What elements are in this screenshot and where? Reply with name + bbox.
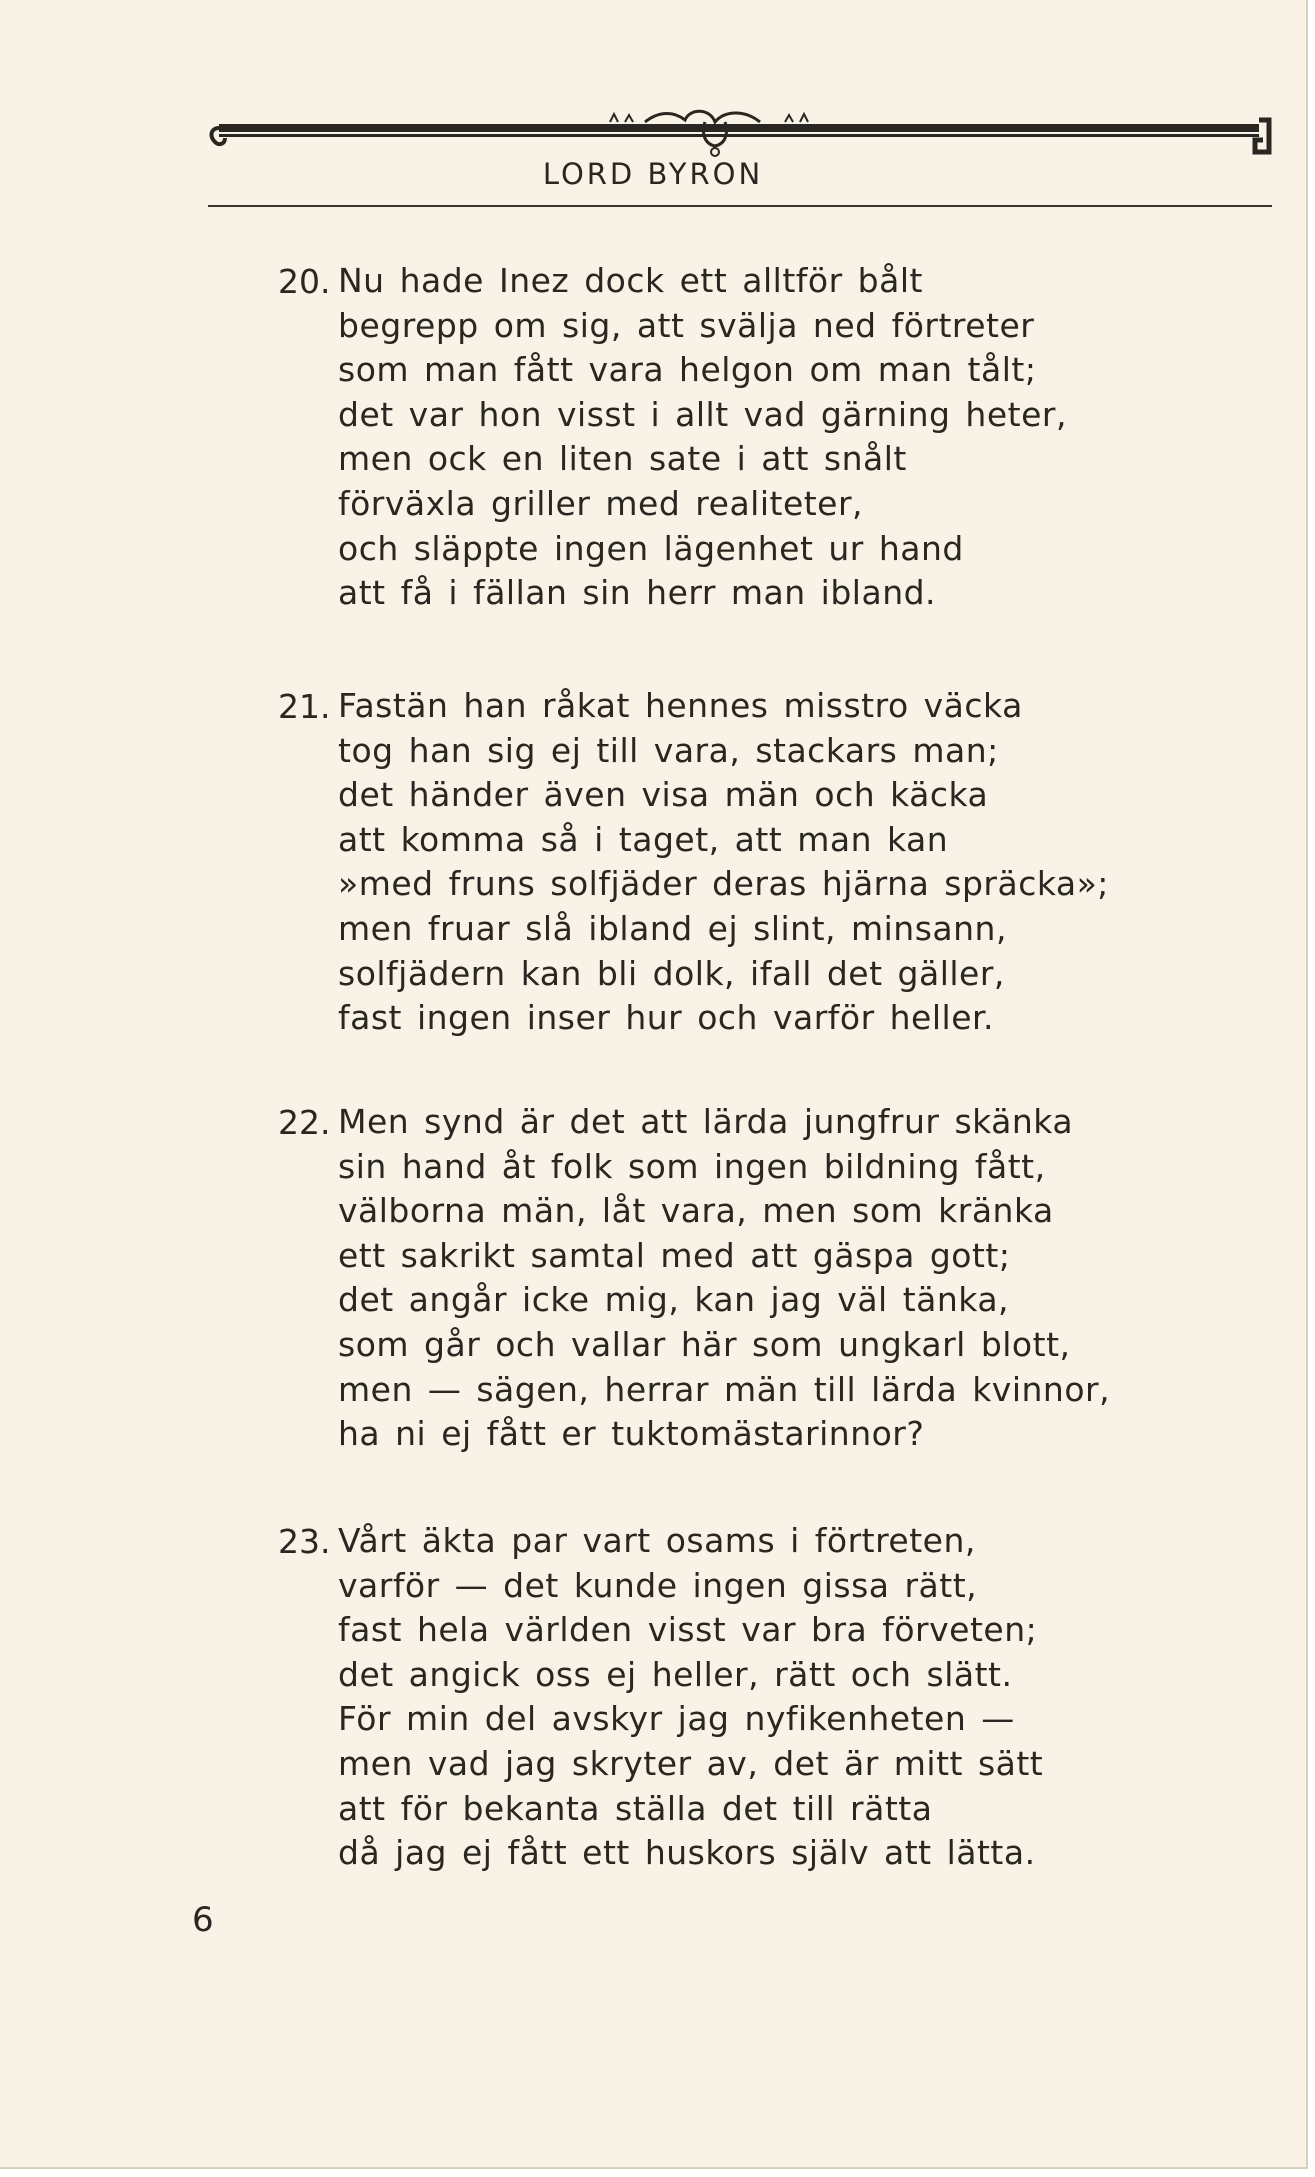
verse-line: att för bekanta ställa det till rätta	[338, 1788, 933, 1828]
verse-line: men ock en liten sate i att snålt	[338, 439, 907, 479]
stanza-lines	[338, 684, 1109, 1041]
stanza-number: 22.	[278, 1103, 331, 1142]
stanza-lines	[338, 1100, 1110, 1457]
stanza-lines	[338, 259, 1067, 616]
decorative-header-ornament	[205, 100, 1275, 164]
verse-line: Nu hade Inez dock ett alltför bålt	[338, 261, 923, 300]
verse-line: Men synd är det att lärda jungfrur skänka	[338, 1102, 1074, 1141]
verse-line: förväxla griller med realiteter,	[338, 483, 864, 523]
stanza-number: 21.	[278, 687, 331, 726]
verse-line: men fruar slå ibland ej slint, minsann,	[338, 908, 1007, 948]
verse-line: det angår icke mig, kan jag väl tänka,	[338, 1280, 1010, 1320]
verse-line: tog han sig ej till vara, stackars man;	[338, 730, 999, 770]
verse-line: Fastän han råkat hennes misstro väcka	[338, 686, 1023, 725]
verse-line: det var hon visst i allt vad gärning heter,	[338, 394, 1067, 434]
verse-line: fast hela världen visst var bra förveten;	[338, 1610, 1038, 1650]
verse-line: »med fruns solfjäder deras hjärna spräcka»;	[338, 864, 1109, 904]
verse-line: det händer även visa män och käcka	[338, 775, 989, 815]
verse-line: För min del avskyr jag nyfikenheten —	[338, 1699, 1015, 1739]
running-head: LORD BYRON	[542, 157, 764, 191]
verse-line: ha ni ej fått er tuktomästarinnor?	[338, 1414, 925, 1454]
verse-line: varför — det kunde ingen gissa rätt,	[338, 1565, 978, 1605]
verse-line: som går och vallar här som ungkarl blott,	[338, 1324, 1071, 1364]
verse-line: det angick oss ej heller, rätt och slätt.	[338, 1654, 1013, 1694]
verse-line: Vårt äkta par vart osams i förtreten,	[338, 1521, 976, 1560]
header-rule	[208, 205, 1272, 207]
verse-line: ett sakrikt samtal med att gäspa gott;	[338, 1235, 1011, 1275]
verse-line: att få i fällan sin herr man ibland.	[338, 573, 937, 613]
verse-line: sin hand åt folk som ingen bildning fått,	[338, 1146, 1046, 1186]
verse-line: att komma så i taget, att man kan	[338, 819, 949, 859]
verse-line: då jag ej fått ett huskors själv att lätta.	[338, 1833, 1036, 1873]
verse-line: men — sägen, herrar män till lärda kvinnor,	[338, 1369, 1111, 1409]
verse-line: välborna män, låt vara, men som kränka	[338, 1191, 1054, 1231]
stanza-number: 20.	[278, 262, 331, 301]
verse-line: begrepp om sig, att svälja ned förtreter	[338, 305, 1035, 345]
stanza-number: 23.	[278, 1522, 331, 1561]
stanza-lines	[338, 1519, 1043, 1876]
verse-line: fast ingen inser hur och varför heller.	[338, 998, 995, 1038]
verse-line: men vad jag skryter av, det är mitt sätt	[338, 1743, 1044, 1783]
page-number: 6	[192, 1900, 214, 1940]
verse-line: och släppte ingen lägenhet ur hand	[338, 528, 964, 568]
verse-line: som man fått vara helgon om man tålt;	[338, 350, 1037, 390]
verse-line: solfjädern kan bli dolk, ifall det gäller,	[338, 953, 1005, 993]
